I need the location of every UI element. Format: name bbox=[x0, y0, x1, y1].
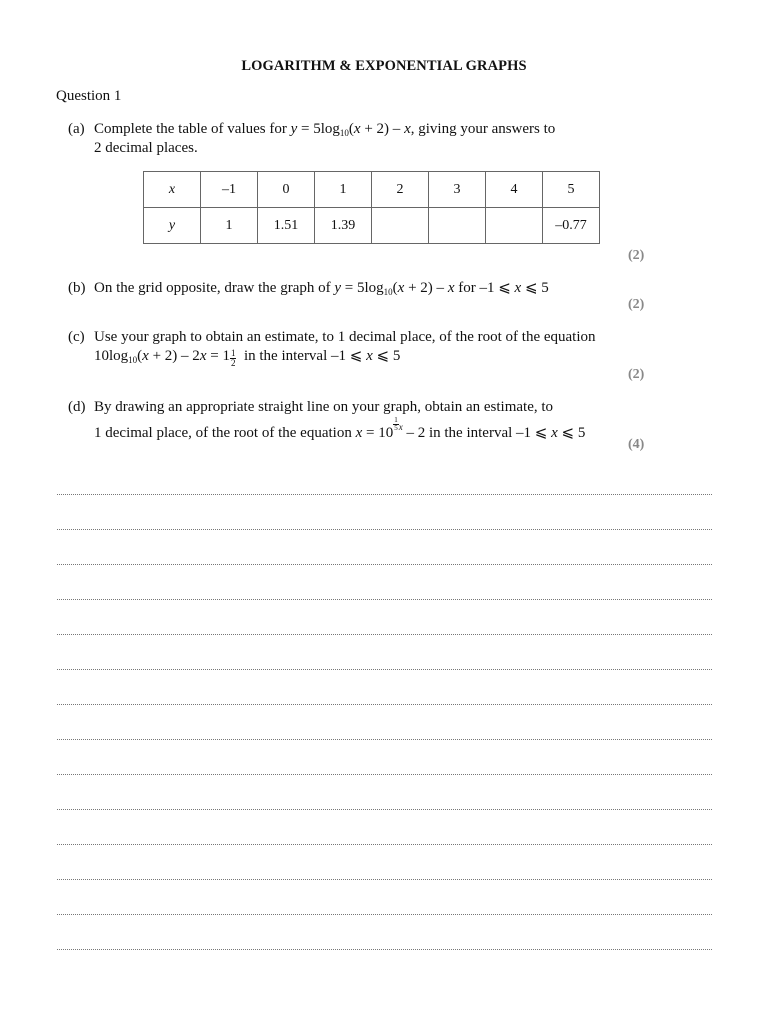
answer-line[interactable] bbox=[57, 809, 712, 810]
answer-line[interactable] bbox=[57, 634, 712, 635]
answer-line[interactable] bbox=[57, 774, 712, 775]
part-c-equation: $10\log_{10}(x + 2) - 2x = 1$ $\frac{1}{2}$ in the interval –1 ⩽ x ⩽ 5 bbox=[94, 348, 401, 368]
part-a: (a) Complete the table of values for $y = 5\log_{10}(x + 2) - x$, giving your answers to 2 decimal places. bbox=[68, 121, 556, 156]
answer-line[interactable] bbox=[57, 669, 712, 670]
answer-line[interactable] bbox=[57, 494, 712, 495]
table-cell: 0 bbox=[258, 172, 315, 208]
table-cell: 3 bbox=[429, 172, 486, 208]
table-cell-blank bbox=[486, 208, 543, 244]
half-fraction: $\frac{1}{2}$ bbox=[230, 348, 236, 368]
part-d-label: (d) bbox=[68, 399, 86, 415]
table-cell: 1 bbox=[201, 208, 258, 244]
part-a-label: (a) bbox=[68, 121, 85, 137]
table-cell: 1 bbox=[315, 172, 372, 208]
marks-b: (2) bbox=[628, 297, 645, 312]
values-table bbox=[143, 171, 600, 244]
table-header-x: x bbox=[144, 172, 201, 208]
table-cell: 5 bbox=[543, 172, 600, 208]
exponent: 1 5 x bbox=[394, 416, 403, 432]
table-cell-blank bbox=[429, 208, 486, 244]
marks-a: (2) bbox=[628, 248, 645, 263]
question-number: Question 1 bbox=[56, 88, 122, 104]
part-c-label: (c) bbox=[68, 329, 85, 345]
answer-line[interactable] bbox=[57, 949, 712, 950]
table-cell: –0.77 bbox=[543, 208, 600, 244]
answer-line[interactable] bbox=[57, 704, 712, 705]
table-cell: 1.51 bbox=[258, 208, 315, 244]
answer-line[interactable] bbox=[57, 739, 712, 740]
part-d-equation: 1 decimal place, of the root of the equation x = 10 $^{\frac{1}{5} x}$ – 2 in the interval –1 ⩽ x ⩽ 5 bbox=[94, 416, 586, 441]
table-cell: –1 bbox=[201, 172, 258, 208]
table-cell: 2 bbox=[372, 172, 429, 208]
answer-line[interactable] bbox=[57, 564, 712, 565]
answer-line[interactable] bbox=[57, 599, 712, 600]
table-header-y: y bbox=[144, 208, 201, 244]
answer-line[interactable] bbox=[57, 844, 712, 845]
part-b-label: (b) bbox=[68, 280, 86, 296]
part-d: (d) By drawing an appropriate straight line on your graph, obtain an estimate, to 1 decimal place, of the root of the equation x = 10 $^{\frac{1}{5} x}$ – 2 in the interval –1 ⩽ x ⩽ 5 bbox=[68, 399, 586, 441]
table-row-x bbox=[144, 172, 600, 208]
answer-line[interactable] bbox=[57, 529, 712, 530]
part-a-line2: 2 decimal places. bbox=[94, 140, 198, 156]
table-cell: 4 bbox=[486, 172, 543, 208]
answer-line[interactable] bbox=[57, 914, 712, 915]
marks-d: (4) bbox=[628, 437, 645, 452]
table-cell-blank bbox=[372, 208, 429, 244]
marks-c: (2) bbox=[628, 367, 645, 382]
answer-line[interactable] bbox=[57, 879, 712, 880]
page-title: LOGARITHM & EXPONENTIAL GRAPHS bbox=[241, 58, 527, 74]
table-row-y bbox=[144, 208, 600, 244]
table-cell: 1.39 bbox=[315, 208, 372, 244]
part-b: (b) On the grid opposite, draw the graph of $y = 5\log_{10}(x + 2) - x$ for –1 ⩽ x ⩽ 5 bbox=[68, 280, 549, 297]
part-c: (c) Use your graph to obtain an estimate, to 1 decimal place, of the root of the equation $10\log_{10}(x + 2) - 2x = 1$ $\frac{1}{2}$ in the interval –1 ⩽ x ⩽ 5 bbox=[68, 329, 596, 368]
